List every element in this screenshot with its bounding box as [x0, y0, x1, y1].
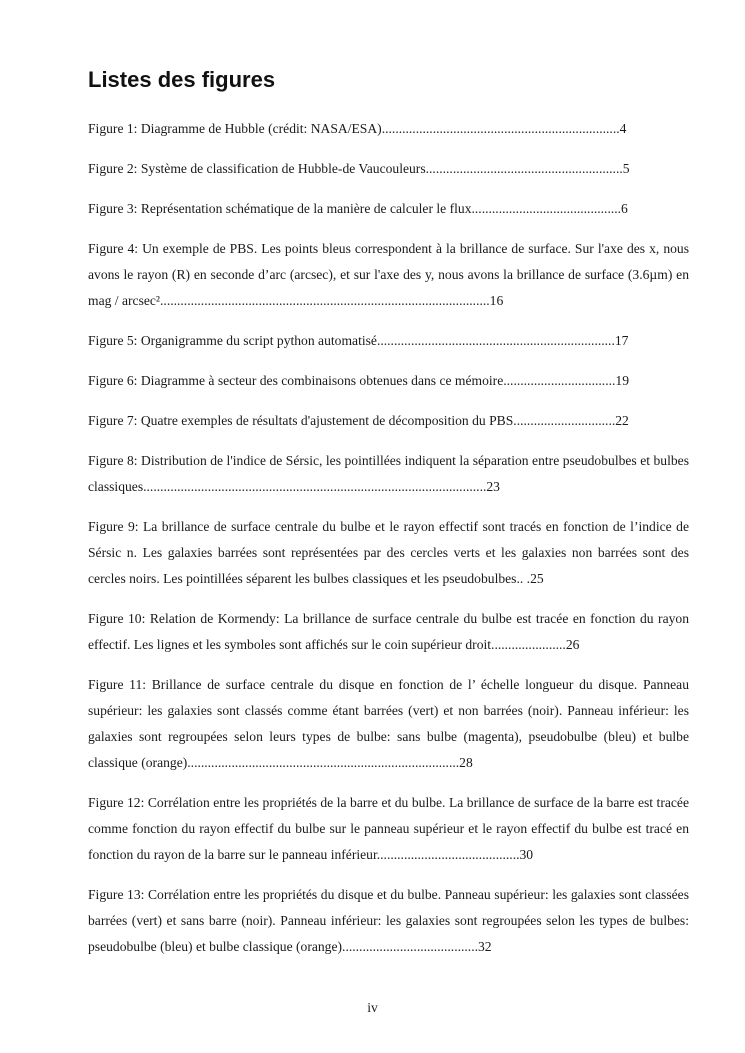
figure-entry[interactable]	[88, 606, 689, 658]
figure-entry[interactable]	[88, 156, 689, 182]
figure-page-number: 6	[621, 201, 628, 216]
figure-page-number: 5	[622, 161, 630, 176]
figure-caption: Figure 5: Organigramme du script python automatisé	[88, 333, 377, 348]
figure-page-number: 30	[519, 847, 534, 862]
dot-leader: ........................................	[342, 939, 478, 954]
figure-page-number: 32	[477, 939, 492, 954]
figure-entry[interactable]	[88, 790, 689, 868]
figure-page-number: 16	[489, 293, 504, 308]
figure-page-number: 19	[615, 373, 629, 388]
dot-leader: .................................	[503, 373, 616, 388]
figure-page-number: 25	[530, 571, 544, 586]
dot-leader: .. .	[516, 571, 531, 586]
figure-entry[interactable]	[88, 368, 689, 394]
figure-entry[interactable]	[88, 882, 689, 960]
figure-caption: Figure 12: Corrélation entre les propriétés de la barre et du bulbe. La brillance de surface de la barre est tracée comme fonction du rayon effectif du bulbe sur le panneau supérieur et le rayon effectif du bulbe est tracé en fonction du rayon de la barre sur le panneau inférieur	[88, 795, 689, 862]
dot-leader: .....................................................................................................	[143, 479, 487, 494]
dot-leader: ..............................	[513, 413, 616, 428]
figure-entry[interactable]	[88, 196, 689, 222]
dot-leader: ..........................................................	[425, 161, 623, 176]
figure-caption: Figure 3: Représentation schématique de la manière de calculer le flux	[88, 201, 472, 216]
figure-caption: Figure 8: Distribution de l'indice de Sérsic, les pointillées indiquent la séparation entre pseudobulbes et bulbes classiques	[88, 453, 689, 494]
figure-page-number: 22	[615, 413, 629, 428]
dot-leader: ......................	[491, 637, 566, 652]
dot-leader: ................................................................................	[187, 755, 460, 770]
page-number: iv	[367, 1000, 378, 1015]
figure-entry[interactable]	[88, 236, 689, 314]
figure-caption: Figure 4: Un exemple de PBS. Les points bleus correspondent à la brillance de surface. Sur l'axe des x, nous avons le rayon (R) en seconde d’arc (arcsec), et sur l'axe des y, nous avons la brillance de surface (3.6µm) en mag / arcsec²	[88, 241, 689, 308]
figure-caption: Figure 7: Quatre exemples de résultats d'ajustement de décomposition du PBS	[88, 413, 514, 428]
page-title: Listes des figures	[88, 67, 276, 92]
figure-page-number: 17	[614, 333, 629, 348]
dot-leader: .................................................................................................	[160, 293, 490, 308]
figure-list	[88, 116, 689, 974]
figure-caption: Figure 2: Système de classification de Hubble-de Vaucouleurs	[88, 161, 426, 176]
figure-entry[interactable]	[88, 672, 689, 776]
figure-page-number: 4	[619, 121, 627, 136]
dot-leader: ............................................	[471, 201, 622, 216]
figure-page-number: 28	[459, 755, 473, 770]
figure-caption: Figure 10: Relation de Kormendy: La brillance de surface centrale du bulbe est tracée en fonction du rayon effectif. Les lignes et les symboles sont affichés sur le coin supérieur droit	[88, 611, 689, 652]
dot-leader: ......................................................................	[376, 333, 615, 348]
figure-entry[interactable]	[88, 116, 689, 142]
figure-page-number: 26	[565, 637, 580, 652]
dot-leader: ......................................................................	[381, 121, 620, 136]
figure-caption: Figure 1: Diagramme de Hubble (crédit: NASA/ESA)	[88, 121, 382, 136]
figure-entry[interactable]	[88, 448, 689, 500]
figure-page-number: 23	[486, 479, 500, 494]
figure-caption: Figure 6: Diagramme à secteur des combinaisons obtenues dans ce mémoire	[88, 373, 504, 388]
dot-leader: ..........................................	[376, 847, 520, 862]
figure-entry[interactable]	[88, 328, 689, 354]
figure-entry[interactable]	[88, 408, 689, 434]
figure-caption: Figure 9: La brillance de surface centrale du bulbe et le rayon effectif sont tracés en fonction de l’indice de Sérsic n. Les galaxies barrées sont représentées par des cercles verts et les galaxies non barrées sont des cercles noirs. Les pointillées séparent les bulbes classiques et les pseudobulbes	[88, 519, 689, 586]
figure-caption: Figure 11: Brillance de surface centrale du disque en fonction de l’ échelle longueur du disque. Panneau supérieur: les galaxies sont classés comme étant barrées (vert) et non barrées (noir). Panneau inférieur: les galaxies sont regroupées selon leurs types de bulbe: sans bulbe (magenta), pseudobulbe (bleu) et bulbe classique (orange)	[88, 677, 689, 770]
figure-entry[interactable]	[88, 514, 689, 592]
figure-caption: Figure 13: Corrélation entre les propriétés du disque et du bulbe. Panneau supérieur: les galaxies sont classées barrées (vert) et sans barre (noir). Panneau inférieur: les galaxies sont regroupées selon les types de bulbes: pseudobulbe (bleu) et bulbe classique (orange)	[88, 887, 689, 954]
